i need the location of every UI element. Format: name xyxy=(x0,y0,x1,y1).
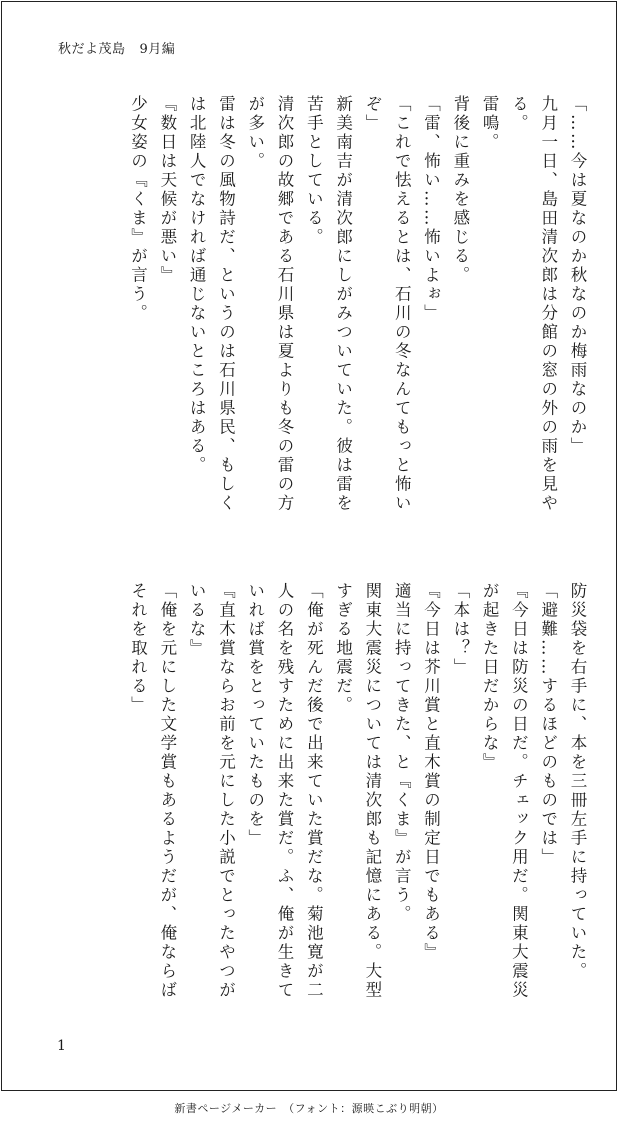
paragraph: 清次郎の故郷である石川県は夏よりも冬の雷の方が多い。 xyxy=(245,95,295,513)
page-subtitle: 9月編 xyxy=(139,42,176,57)
paragraph: 少女姿の『くま』が言う。 xyxy=(128,95,148,323)
paragraph: 「俺が死んだ後で出来ていた賞だな。菊池寛が二人の名を残すために出来た賞だ。ふ、俺が生きていれば賞をとっていたものを」 xyxy=(245,582,324,1000)
paragraph: 『今日は防災の日だ。チェック用だ。関東大震災が起きた日だからな』 xyxy=(480,582,529,1000)
paragraph: 「……今は夏なのか秋なのか梅雨なのか」 xyxy=(568,95,587,456)
upper-text-block xyxy=(32,95,592,525)
paragraph: 『今日は芥川賞と直木賞の制定日でもある』 xyxy=(421,582,441,962)
paragraph: 「避難……するほどのものでは」 xyxy=(538,582,558,867)
paragraph: 九月一日、島田清次郎は分館の窓の外の雨を見やる。 xyxy=(509,95,558,513)
paragraph: 防災袋を右手に、本を三冊左手に持っていた。 xyxy=(568,582,587,981)
paragraph: 「これで怯えるとは、石川の冬なんてもっと怖いぞ」 xyxy=(362,95,412,513)
page-header xyxy=(58,38,175,57)
paragraph: 「俺を元にした文学賞もあるようだが、俺ならばそれを取れる」 xyxy=(128,582,177,1000)
paragraph: 雷は冬の風物詩だ、というのは石川県民、もしくは北陸人でなければ通じないところはある。 xyxy=(187,95,236,513)
paragraph: 新美南吉が清次郎にしがみついていた。彼は雷を苦手としている。 xyxy=(304,95,353,513)
paragraph: 適当に持ってきた、と『くま』が言う。 xyxy=(392,582,412,924)
paragraph: 『直木賞ならお前を元にした小説でとったやつがいるな』 xyxy=(187,582,236,1000)
paragraph: 「雷、怖い……怖いよぉ」 xyxy=(421,95,441,323)
paragraph: 「本は？」 xyxy=(450,582,470,677)
paragraph: 雷鳴。 xyxy=(480,95,500,152)
paragraph: 関東大震災については清次郎も記憶にある。大型すぎる地震だ。 xyxy=(333,582,382,1000)
paragraph: 『数日は天候が悪い』 xyxy=(157,95,177,285)
page-number: 1 xyxy=(57,1038,66,1054)
footer-credit: 新書ページメーカー （フォント：源暎こぶり明朝） xyxy=(174,1102,444,1115)
page xyxy=(1,1,617,1091)
page-title: 秋だよ茂島 xyxy=(58,42,126,57)
lower-text-block xyxy=(32,582,592,1012)
paragraph: 背後に重みを感じる。 xyxy=(450,95,470,285)
